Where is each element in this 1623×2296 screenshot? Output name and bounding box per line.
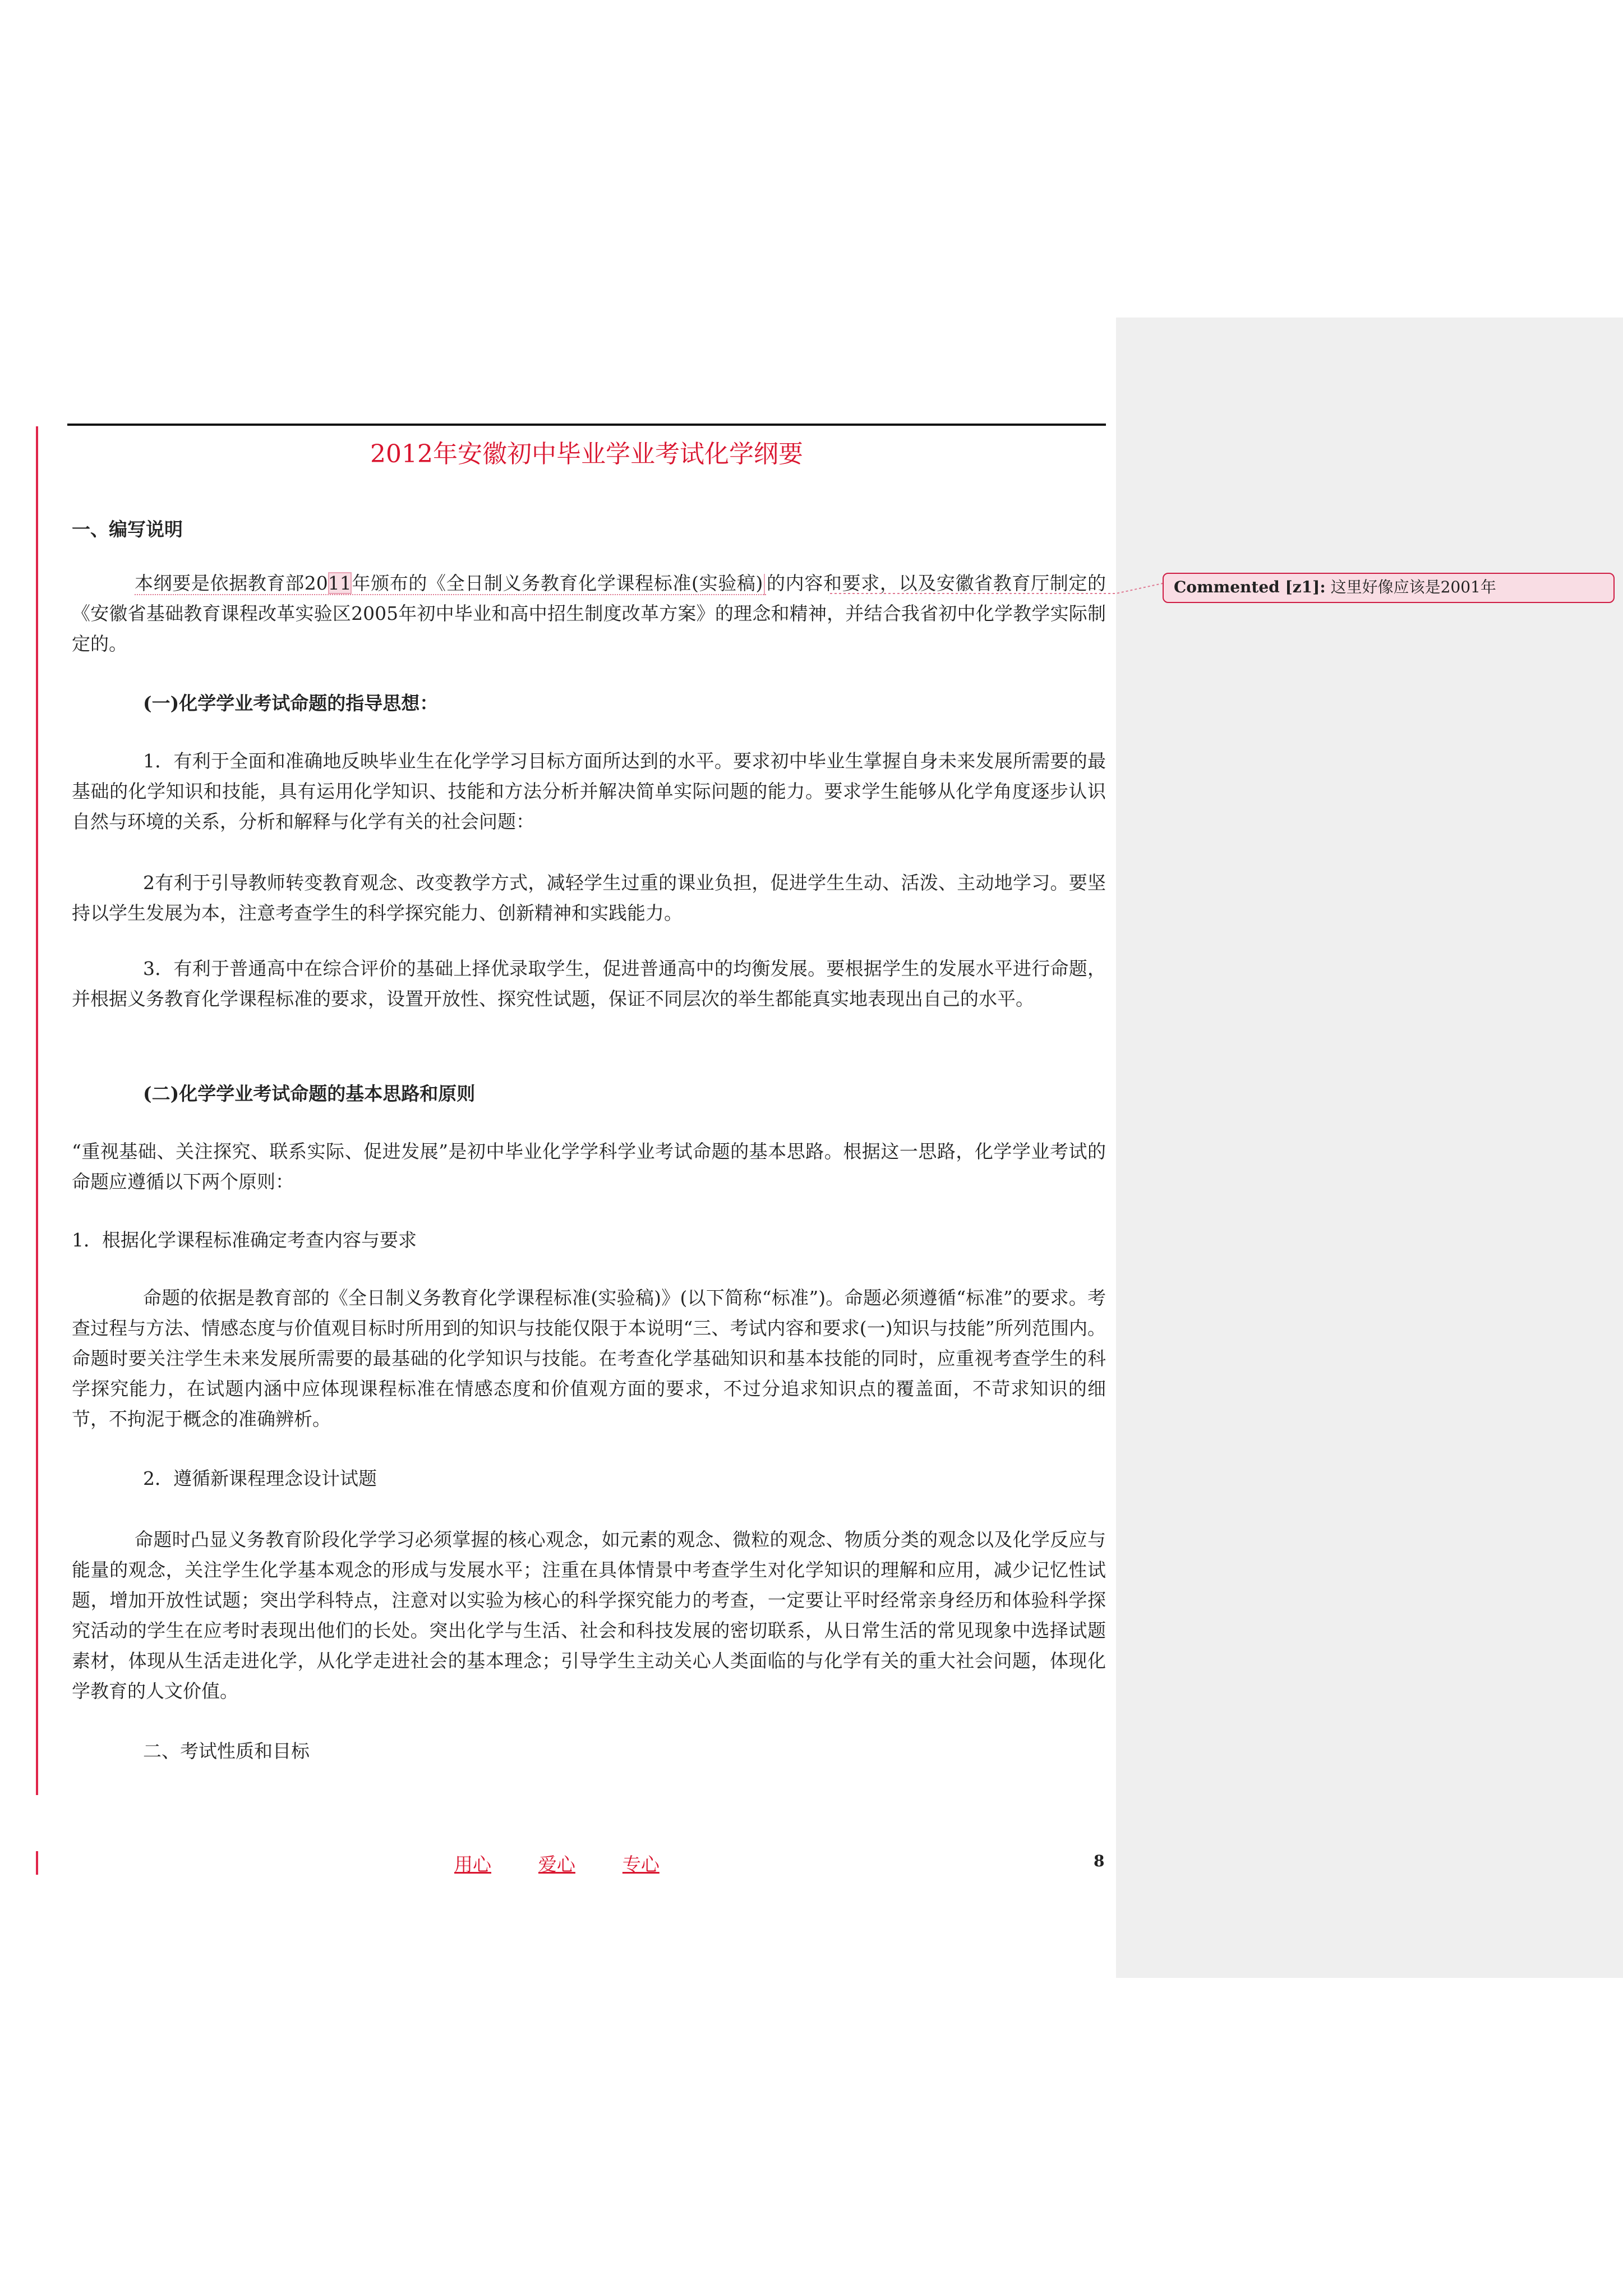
- change-bar-footer: [36, 1851, 38, 1875]
- comment-anchor[interactable]: 11: [328, 572, 352, 594]
- comment-label: Commented [z1]:: [1174, 578, 1326, 596]
- comment-balloon[interactable]: [1163, 573, 1615, 603]
- section-heading-2: 二、考试性质和目标: [143, 1740, 310, 1762]
- intro-paragraph: 本纲要是依据教育部2011年颁布的《全日制义务教育化学课程标准(实验稿) 的内容和要求，以及安徽省教育厅制定的《安徽省基础教育课程改革实验区2005年初中毕业和高中招生制度改革方案》的理念和精神，并结合我省初中化学教学实际制定的。: [72, 572, 1106, 655]
- document-title: 2012年安徽初中毕业学业考试化学纲要: [370, 440, 803, 468]
- footer-motto: [454, 1852, 660, 1877]
- principle-1-title: 1．根据化学课程标准确定考查内容与要求: [72, 1229, 417, 1251]
- guideline-paragraph-2: 2有利于引导教师转变教育观念、改变教学方式，减轻学生过重的课业负担，促进学生生动、活泼、主动地学习。要坚持以学生发展为本，注意考查学生的科学探究能力、创新精神和实践能力。: [72, 872, 1106, 924]
- section-heading-1: 一、编写说明: [72, 518, 183, 540]
- principle-2-title: 2．遵循新课程理念设计试题: [143, 1467, 377, 1489]
- guideline-paragraph-3: 3．有利于普通高中在综合评价的基础上择优录取学生，促进普通高中的均衡发展。要根据学生的发展水平进行命题，并根据义务教育化学课程标准的要求，设置开放性、探究性试题，保证不同层次的举生都能真实地表现出自己的水平。: [72, 958, 1106, 1010]
- guideline-paragraph-1: 1．有利于全面和准确地反映毕业生在化学学习目标方面所达到的水平。要求初中毕业生掌握自身未来发展所需要的最基础的化学知识和技能，具有运用化学知识、技能和方法分析并解决简单实际问题的能力。要求学生能够从化学角度逐步认识自然与环境的关系，分析和解释与化学有关的社会问题：: [72, 750, 1106, 832]
- footer-motto-2: 爱心: [538, 1853, 575, 1875]
- principle-2-paragraph: 命题时凸显义务教育阶段化学学习必须掌握的核心观念，如元素的观念、微粒的观念、物质分类的观念以及化学反应与能量的观念，关注学生化学基本观念的形成与发展水平；注重在具体情景中考查学生对化学知识的理解和应用，减少记忆性试题，增加开放性试题；突出学科特点，注意对以实验为核心的科学探究能力的考查，一定要让平时经常亲身经历和体验科学探究活动的学生在应考时表现出他们的长处。突出化学与生活、社会和科技发展的密切联系，从日常生活的常见现象中选择试题素材，体现从生活走进化学，从化学走进社会的基本理念；引导学生主动关心人类面临的与化学有关的重大社会问题，体现化学教育的人文价值。: [72, 1529, 1106, 1702]
- footer-motto-3: 专心: [622, 1853, 660, 1875]
- change-bar: [36, 426, 38, 1795]
- commented-range[interactable]: 本纲要是依据教育部2011年颁布的《全日制义务教育化学课程标准(实验稿): [135, 572, 766, 595]
- comment-pane: [1116, 318, 1623, 1978]
- comment-anchor-end: [764, 574, 765, 595]
- subsection-heading-2: (二)化学学业考试命题的基本思路和原则: [143, 1083, 476, 1105]
- principle-1-paragraph: 命题的依据是教育部的《全日制义务教育化学课程标准(实验稿)》(以下简称“标准”)。命题必须遵循“标准”的要求。考查过程与方法、情感态度与价值观目标时所用到的知识与技能仅限于本说明“三、考试内容和要求(一)知识与技能”所列范围内。命题时要关注学生未来发展所需要的最基础的化学知识与技能。在考查化学基础知识和基本技能的同时，应重视考查学生的科学探究能力，在试题内涵中应体现课程标准在情感态度和价值观方面的要求，不过分追求知识点的覆盖面，不苛求知识的细节，不拘泥于概念的准确辨析。: [72, 1287, 1106, 1430]
- subsection-heading-1: (一)化学学业考试命题的指导思想：: [143, 692, 439, 714]
- principles-paragraph: “重视基础、关注探究、联系实际、促进发展”是初中毕业化学学科学业考试命题的基本思路。根据这一思路，化学学业考试的命题应遵循以下两个原则：: [72, 1140, 1106, 1193]
- header-rule: [67, 424, 1106, 426]
- footer-motto-1: 用心: [454, 1853, 491, 1875]
- comment-text: 这里好像应该是2001年: [1330, 578, 1496, 596]
- page-number: 8: [1094, 1852, 1105, 1870]
